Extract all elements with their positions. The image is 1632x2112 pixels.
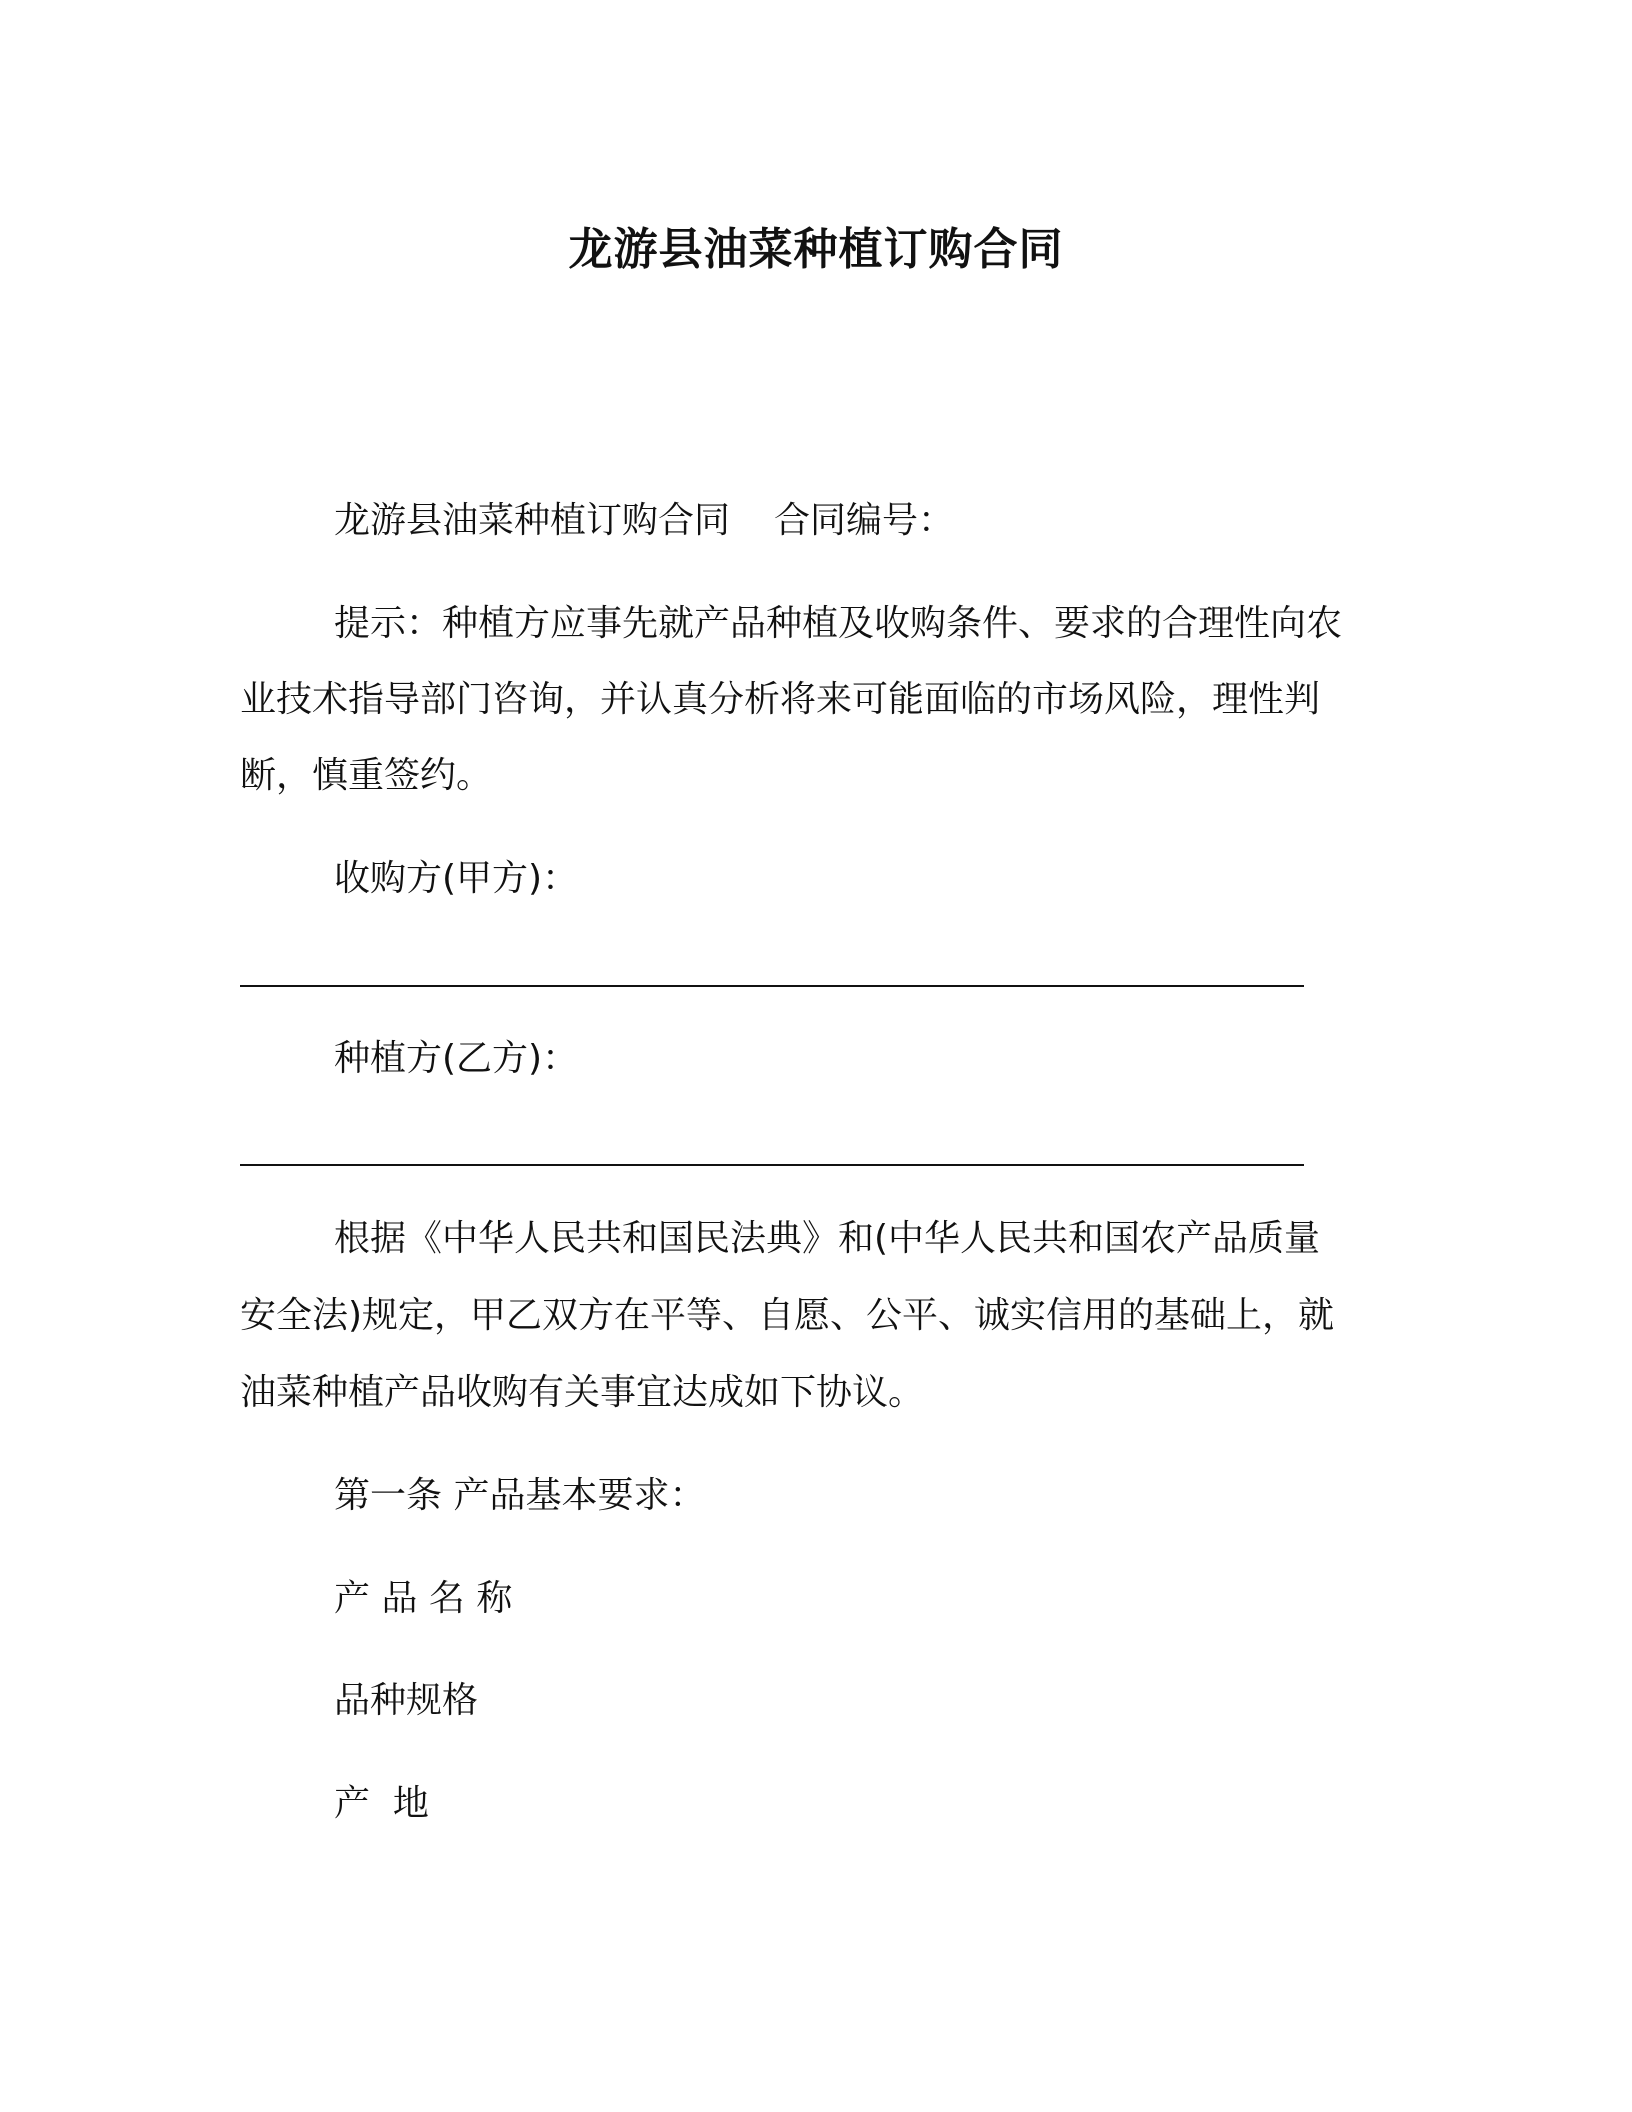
party-a-blank-line (240, 985, 1304, 987)
basis-line-1: 根据《中华人民共和国民法典》和(中华人民共和国农产品质量 (334, 1218, 1321, 1259)
basis-line-3: 油菜种植产品收购有关事宜达成如下协议。 (240, 1372, 925, 1413)
contract-number-label: 合同编号： (774, 500, 955, 541)
field-variety-spec: 品种规格 (334, 1680, 479, 1721)
article1-heading: 第一条 产品基本要求： (334, 1475, 706, 1516)
contract-name: 龙游县油菜种植订购合同 (334, 500, 731, 541)
notice-line-3: 断，慎重签约。 (240, 755, 493, 796)
field-product-name: 产 品 名 称 (334, 1578, 513, 1619)
party-b-blank-line (240, 1164, 1304, 1166)
party-b-label: 种植方(乙方)： (334, 1038, 579, 1079)
notice-line-2: 业技术指导部门咨询，并认真分析将来可能面临的市场风险，理性判 (240, 679, 1321, 720)
contract-header-line (334, 497, 954, 545)
document-title: 龙游县油菜种植订购合同 (568, 224, 1064, 275)
basis-line-2: 安全法)规定，甲乙双方在平等、自愿、公平、诚实信用的基础上，就 (240, 1295, 1335, 1336)
party-a-label: 收购方(甲方)： (334, 858, 579, 899)
notice-line-1: 提示：种植方应事先就产品种植及收购条件、要求的合理性向农 (334, 603, 1343, 644)
field-origin: 产 地 (334, 1783, 429, 1824)
